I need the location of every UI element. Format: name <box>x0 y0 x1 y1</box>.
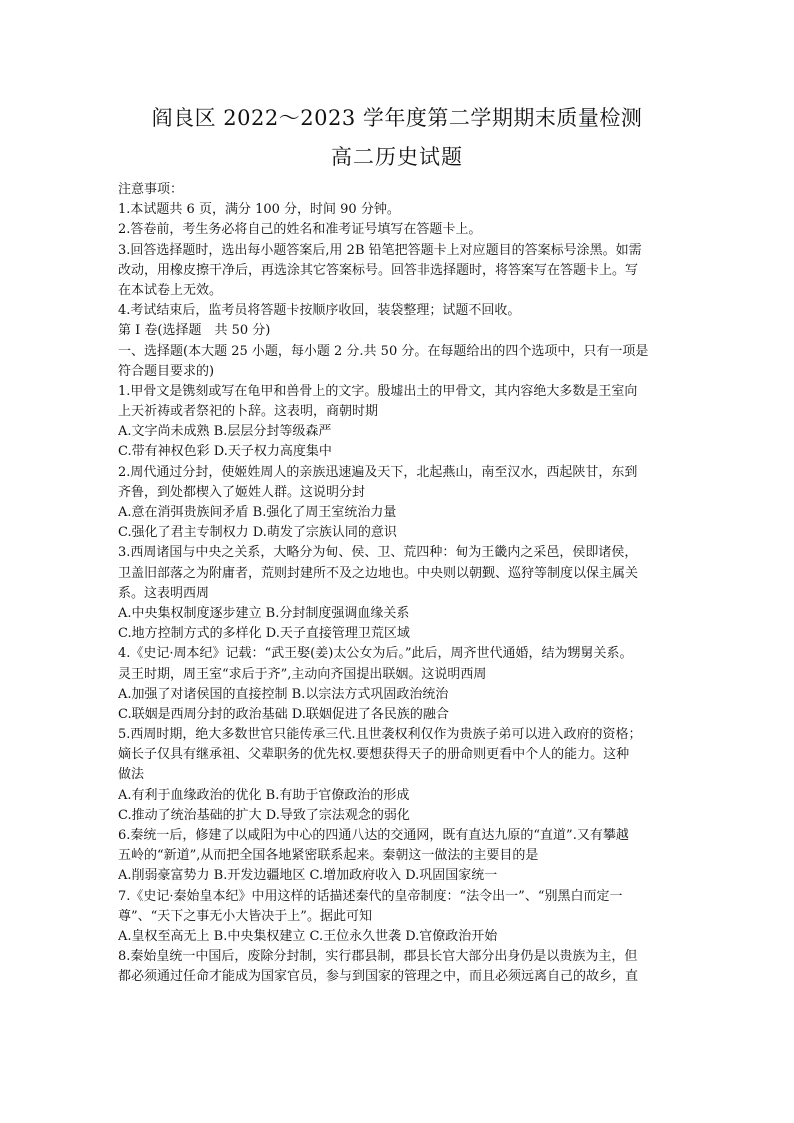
text-line: 一、选择题(本大题 25 小题，每小题 2 分.共 50 分。在每题给出的四个选项中，只有一项是 <box>118 343 649 359</box>
text-line: 卫盖旧部落之为附庸者，荒则封建所不及之边地也。中央则以朝觐、巡狩等制度以保主属关 <box>118 565 639 581</box>
text-line: 4.考试结束后，监考员将答题卡按顺序收回，装袋整理；试题不回收。 <box>118 303 521 319</box>
text-line: 第 I 卷(选择题 共 50 分) <box>118 323 271 339</box>
text-line: C.推动了统治基础的扩大 D.导致了宗法观念的弱化 <box>118 807 410 823</box>
text-line: 1.本试题共 6 页，满分 100 分，时间 90 分钟。 <box>118 202 400 218</box>
text-line: 7.《史记·秦始皇本纪》中用这样的话描述秦代的皇帝制度：“法令出一”、“别黑白而定一 <box>118 888 623 904</box>
text-line: 2.答卷前，考生务必将自己的姓名和准考证号填写在答题卡上。 <box>118 222 482 238</box>
text-line: 在本试卷上无效。 <box>118 282 223 298</box>
text-line: 符合题目要求的) <box>118 363 215 379</box>
text-line: 8.秦始皇统一中国后，废除分封制，实行郡县制，郡县长官大部分出身仍是以贵族为主，但 <box>118 949 638 965</box>
text-line: 系。这表明西周 <box>118 585 210 601</box>
text-line: 注意事项： <box>118 182 184 197</box>
exam-body <box>118 180 680 988</box>
text-line: C.带有神权色彩 D.天子权力高度集中 <box>118 444 332 460</box>
text-line: 灵王时期，周王室“求后于齐”,主动向齐国提出联姻。这说明西周 <box>118 666 487 682</box>
text-line: A.意在消弭贵族间矛盾 B.强化了周王室统治力量 <box>118 505 397 520</box>
exam-title: 阎良区 2022～2023 学年度第二学期期末质量检测 <box>151 106 643 130</box>
text-line: 做法 <box>118 767 145 783</box>
text-line: 4.《史记·周本纪》记载：“武王娶(姜)太公女为后。”此后，周齐世代通婚，结为甥舅关系。 <box>118 646 633 662</box>
text-line: 嫡长子仅具有继承祖、父辈职务的优先权.要想获得天子的册命则更看中个人的能力。这种 <box>118 747 630 763</box>
text-line: 6.秦统一后，修建了以咸阳为中心的四通八达的交通网，既有直达九原的“直道”.又有攀越 <box>118 828 629 843</box>
text-line: 3.西周诸国与中央之关系，大略分为甸、侯、卫、荒四种：甸为王畿内之采邑，侯即诸侯， <box>118 545 638 561</box>
text-line: 2.周代通过分封，使姬姓周人的亲族迅速遍及天下，北起燕山，南至汉水，西起陕甘，东到 <box>118 464 638 480</box>
text-line: 1.甲骨文是镌刻或写在龟甲和兽骨上的文字。殷墟出土的甲骨文，其内容绝大多数是王室向 <box>118 383 638 399</box>
text-line: 尊”、“天下之事无小大皆决于上”。据此可知 <box>118 908 372 924</box>
text-line: 五岭的“新道”,从而把全国各地紧密联系起来。秦朝这一做法的主要目的是 <box>118 848 539 864</box>
exam-subtitle: 高二历史试题 <box>331 145 463 169</box>
text-line: 上天祈祷或者祭祀的卜辞。这表明，商朝时期 <box>118 404 379 420</box>
text-line: A.皇权至高无上 B.中央集权建立 C.王位永久世袭 D.官僚政治开始 <box>118 928 498 944</box>
text-line: A.有利于血缘政治的优化 B.有助于官僚政治的形成 <box>118 787 410 803</box>
text-line: 改动，用橡皮擦干净后，再选涂其它答案标号。回答非选择题时，将答案写在答题卡上。写 <box>118 262 639 278</box>
text-line: A.加强了对诸侯国的直接控制 B.以宗法方式巩固政治统治 <box>118 686 449 702</box>
text-line: A.中央集权制度逐步建立 B.分封制度强调血缘关系 <box>118 605 410 621</box>
text-line: 5.西周时期，绝大多数世官只能传承三代.且世袭权利仅作为贵族子弟可以进入政府的资格； <box>118 727 642 743</box>
text-line: 齐鲁，到处都楔入了姬姓人群。这说明分封 <box>118 484 366 500</box>
text-line: C.地方控制方式的多样化 D.天子直接管理卫荒区域 <box>118 626 410 642</box>
text-line: 3.回答选择题时，选出每小题答案后,用 2B 铅笔把答题卡上对应题目的答案标号涂黑。如需 <box>118 242 642 258</box>
text-line: A.文字尚未成熟 B.层层分封等级森严 <box>118 424 332 440</box>
text-line: C.联姻是西周分封的政治基础 D.联姻促进了各民族的融合 <box>118 706 449 722</box>
text-line: C.强化了君主专制权力 D.萌发了宗族认同的意识 <box>118 525 397 541</box>
text-line: 都必须通过任命才能成为国家官员，参与到国家的管理之中，而且必须远离自己的故乡，直 <box>118 969 639 985</box>
text-line: A.削弱豪富势力 B.开发边疆地区 C.增加政府收入 D.巩固国家统一 <box>118 868 498 884</box>
